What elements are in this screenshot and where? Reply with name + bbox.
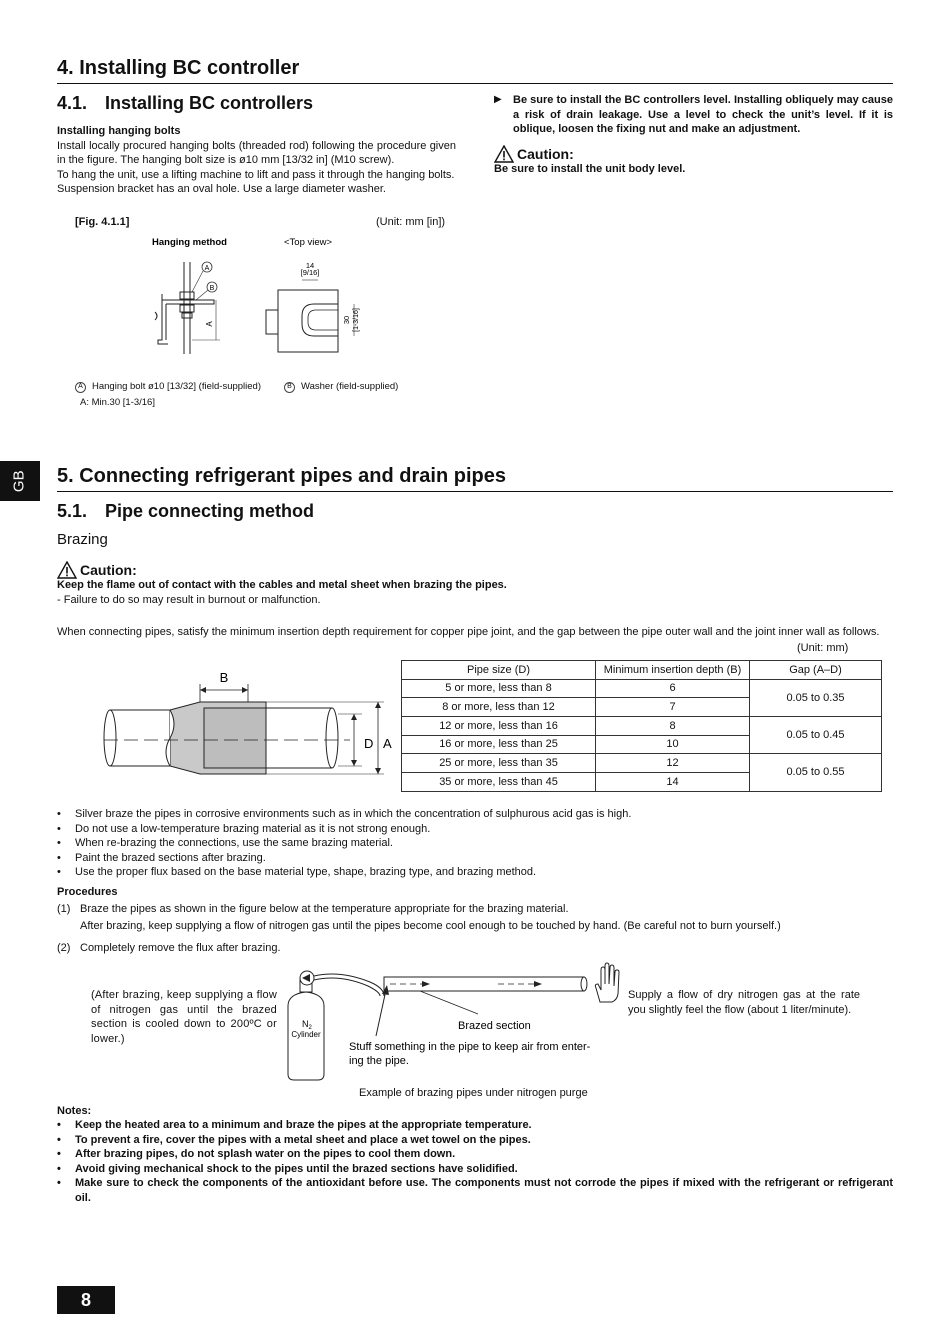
list-item: • Paint the brazed sections after brazing. — [57, 851, 893, 866]
n2-subscript: 2 — [308, 1025, 312, 1031]
header-pipe-size: Pipe size (D) — [402, 661, 596, 680]
dimension-a-letter-pipe: A — [383, 736, 392, 751]
pipe-size-cell: 16 or more, less than 25 — [402, 735, 596, 754]
level-note — [494, 93, 893, 137]
hanging-bolts-paragraph-2: To hang the unit, use a lifting machine to lift and pass it through the hanging bolts. — [57, 168, 455, 181]
n2-letter: N — [302, 1019, 309, 1029]
brazing-bullet-list — [57, 807, 893, 880]
list-item: • Keep the heated area to a minimum and braze the pipes at the appropriate temperature. — [57, 1118, 893, 1133]
section-4-title: 4. Installing BC controller — [57, 56, 893, 84]
caution-label-4: Caution: — [517, 145, 574, 162]
procedures-heading: Procedures — [57, 886, 118, 898]
section-5-1-title — [57, 500, 314, 522]
caution-heading-5 — [57, 561, 137, 579]
nitrogen-figure-caption: Example of brazing pipes under nitrogen purge — [359, 1087, 588, 1099]
legend-min: A: Min.30 [1-3/16] — [80, 397, 155, 408]
dimension-14-inch: [9/16] — [300, 268, 320, 277]
hanging-method-figure — [140, 232, 380, 360]
caution-text-4: Be sure to install the unit body level. — [494, 163, 686, 175]
section-4-1-number: 4.1. — [57, 93, 88, 113]
stuff-note-line-2: ing the pipe. — [349, 1055, 409, 1067]
pipe-size-cell: 5 or more, less than 8 — [402, 679, 596, 698]
hanging-bolts-heading: Installing hanging bolts — [57, 125, 181, 137]
caution-label-5: Caution: — [80, 561, 137, 578]
insertion-depth-cell: 6 — [596, 679, 750, 698]
table-row — [402, 717, 882, 736]
list-item: • After brazing pipes, do not splash water on the pipes to cool them down. — [57, 1147, 893, 1162]
insertion-unit: (Unit: mm) — [797, 642, 849, 654]
brazing-heading: Brazing — [57, 531, 108, 548]
language-tab — [0, 461, 40, 501]
list-item: • Use the proper flux based on the base material type, shape, brazing type, and brazing method. — [57, 865, 893, 880]
section-5-1-number: 5.1. — [57, 501, 88, 521]
table-row — [402, 754, 882, 773]
caution-dash-5: - Failure to do so may result in burnout or malfunction. — [57, 594, 321, 606]
procedure-1-subtext: After brazing, keep supplying a flow of nitrogen gas until the pipes become cool enough to be touched by hand. (Be careful not to burn yourself.) — [80, 920, 781, 932]
dimension-b-letter: B — [219, 670, 229, 685]
pipe-size-cell: 12 or more, less than 16 — [402, 717, 596, 736]
notes-list — [57, 1118, 893, 1205]
hanging-bolts-paragraph-3: Suspension bracket has an oval hole. Use a large diameter washer. — [57, 183, 386, 195]
section-4-1-label: Installing BC controllers — [105, 93, 314, 113]
legend-a-marker: A — [75, 382, 86, 393]
table-header-row — [402, 661, 882, 680]
insertion-depth-cell: 8 — [596, 717, 750, 736]
pipe-joint-figure — [100, 668, 400, 780]
list-item: • When re-brazing the connections, use the same brazing material. — [57, 836, 893, 851]
stuff-note-line-1: Stuff something in the pipe to keep air from enter- — [349, 1041, 591, 1053]
page-number: 8 — [57, 1286, 115, 1314]
section-4-1-title — [57, 92, 313, 114]
brazed-section-label: Brazed section — [458, 1020, 531, 1032]
list-item: • Do not use a low-temperature brazing material as it is not strong enough. — [57, 822, 893, 837]
nitrogen-right-note: Supply a flow of dry nitrogen gas at the rate you slightly feel the flow (about 1 liter/minute). — [628, 989, 860, 1016]
gap-cell: 0.05 to 0.35 — [750, 679, 882, 716]
top-view-label: <Top view> — [284, 237, 333, 248]
list-item: • Make sure to check the components of the antioxidant before use. The components must not corrode the pipes if mixed with the refrigerant or refrigerant oil. — [57, 1176, 893, 1205]
figure-4-1-1-unit: (Unit: mm [in]) — [376, 216, 446, 228]
pipe-size-cell: 8 or more, less than 12 — [402, 698, 596, 717]
header-gap: Gap (A–D) — [750, 661, 882, 680]
hanging-bolts-block — [57, 124, 456, 197]
procedure-1-number: (1) — [57, 903, 71, 915]
dimension-d-letter: D — [364, 736, 374, 751]
warning-triangle-icon — [57, 561, 77, 579]
dimension-30: 30 — [342, 315, 351, 325]
insertion-depth-cell: 7 — [596, 698, 750, 717]
dimension-a-letter: A — [205, 321, 214, 327]
hanging-method-label: Hanging method — [152, 237, 227, 248]
pipe-size-cell: 25 or more, less than 35 — [402, 754, 596, 773]
section-5-1-label: Pipe connecting method — [105, 501, 315, 521]
procedure-2-number: (2) — [57, 942, 71, 954]
list-item: • Silver braze the pipes in corrosive environments such as in which the concentration of sulphurous acid gas is high. — [57, 807, 893, 822]
legend-a-text: Hanging bolt ø10 [13/32] (field-supplied) — [92, 381, 261, 392]
table-row — [402, 679, 882, 698]
insertion-depth-table — [401, 660, 882, 792]
caution-heading-4 — [494, 145, 574, 163]
procedure-2-text: Completely remove the flux after brazing. — [80, 942, 281, 954]
gap-cell: 0.05 to 0.45 — [750, 717, 882, 754]
legend-b-text: Washer (field-supplied) — [301, 381, 399, 392]
insertion-depth-cell: 10 — [596, 735, 750, 754]
arrow-right-icon: ▶ — [494, 94, 502, 105]
legend-b-marker: B — [284, 382, 295, 393]
callout-b-letter: B — [209, 285, 215, 292]
header-insertion-depth: Minimum insertion depth (B) — [596, 661, 750, 680]
gap-cell: 0.05 to 0.55 — [750, 754, 882, 791]
dimension-30-inch: [1-3/16] — [353, 308, 360, 332]
caution-bold-5: Keep the flame out of contact with the cables and metal sheet when brazing the pipes. — [57, 579, 507, 591]
legend-b — [284, 380, 398, 395]
procedure-1-text: Braze the pipes as shown in the figure below at the temperature appropriate for the brazing material. — [80, 903, 569, 915]
section-5-title: 5. Connecting refrigerant pipes and drain pipes — [57, 464, 893, 492]
nitrogen-purge-figure — [280, 962, 625, 1084]
dimension-14: 14 — [305, 261, 315, 270]
insertion-depth-cell: 14 — [596, 773, 750, 792]
hanging-bolts-paragraph-1: Install locally procured hanging bolts (threaded rod) following the procedure given in the figure. The hanging bolt size is ø10 mm [13/32 in] (M10 screw). — [57, 139, 456, 166]
insertion-intro: When connecting pipes, satisfy the minimum insertion depth requirement for copper pipe joint, and the gap between the pipe outer wall and the joint inner wall as follows. — [57, 626, 880, 638]
list-item: • To prevent a fire, cover the pipes with a metal sheet and place a wet towel on the pipes. — [57, 1133, 893, 1148]
notes-heading: Notes: — [57, 1105, 92, 1117]
warning-triangle-icon — [494, 145, 514, 163]
level-note-text: Be sure to install the BC controllers level. Installing obliquely may cause a risk of drain leakage. Use a level to check the unit’s level. If it is oblique, loosen the fixing nut and make an adjustment. — [513, 94, 893, 135]
language-tab-label: GB — [10, 470, 28, 492]
insertion-depth-cell: 12 — [596, 754, 750, 773]
list-item: • Avoid giving mechanical shock to the pipes until the brazed sections have solidified. — [57, 1162, 893, 1177]
legend-a — [75, 380, 261, 395]
nitrogen-left-note: (After brazing, keep supplying a flow of nitrogen gas until the brazed section is cooled down to 200ºC or lower.) — [91, 989, 277, 1045]
callout-a-letter: A — [204, 265, 210, 272]
figure-4-1-1-label: [Fig. 4.1.1] — [75, 216, 130, 228]
cylinder-label: Cylinder — [291, 1030, 321, 1039]
hand-icon — [592, 962, 622, 1004]
pipe-size-cell: 35 or more, less than 45 — [402, 773, 596, 792]
